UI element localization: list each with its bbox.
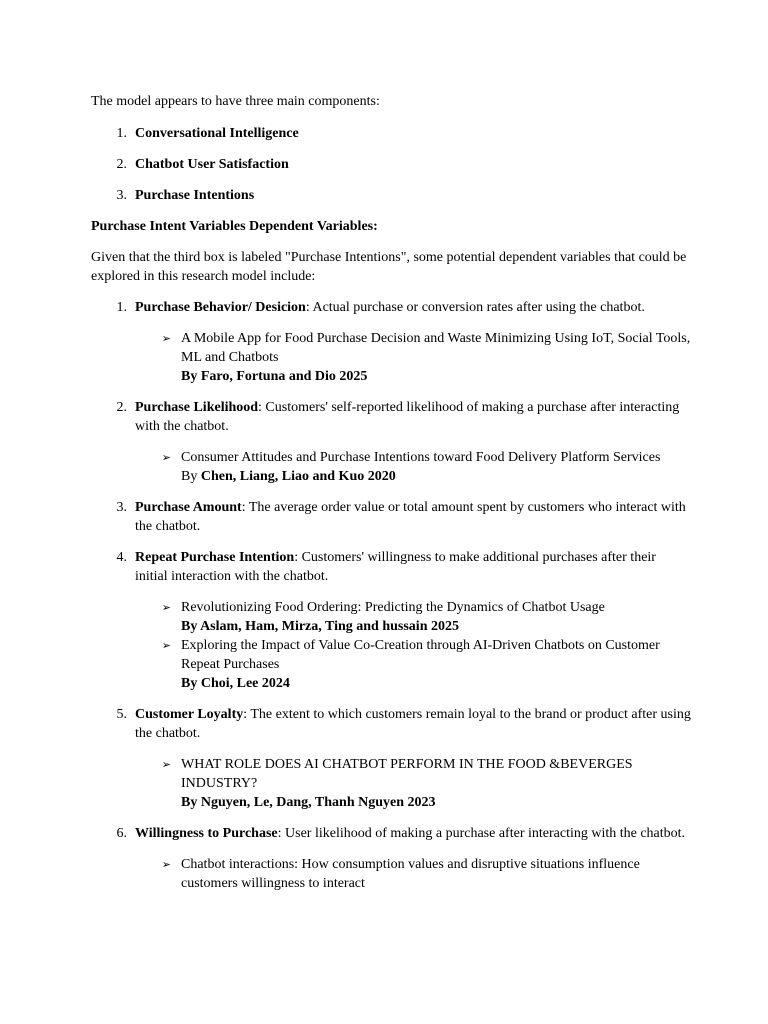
variable-item — [91, 705, 691, 812]
list-number: 3. — [116, 500, 127, 515]
variable-term: Customer Loyalty — [135, 707, 244, 722]
variable-term: Purchase Likelihood — [135, 400, 259, 415]
variable-item — [91, 498, 691, 536]
reference-authors-line — [181, 467, 691, 486]
variable-description: : Customers' self-reported likelihood of making a purchase after interacting with the chatbot. — [135, 400, 680, 434]
reference-item — [91, 855, 691, 893]
variable-description: : The average order value or total amount spent by customers who interact with the chatbot. — [135, 500, 686, 534]
reference-list — [91, 855, 691, 893]
list-number: 2. — [116, 157, 127, 172]
reference-title: Chatbot interactions: How consumption values and disruptive situations influence customers willingness to interact — [181, 857, 640, 891]
reference-title: Consumer Attitudes and Purchase Intentions toward Food Delivery Platform Services — [181, 450, 661, 465]
reference-by-prefix: By — [181, 469, 201, 484]
list-number: 1. — [116, 126, 127, 141]
arrow-bullet-icon: ➢ — [161, 758, 171, 771]
list-number: 4. — [116, 550, 127, 565]
reference-list — [91, 329, 691, 386]
reference-body — [181, 755, 691, 812]
reference-body — [181, 855, 691, 893]
reference-authors-line — [181, 793, 691, 812]
arrow-bullet-icon: ➢ — [161, 858, 171, 871]
reference-authors-line — [181, 617, 691, 636]
variable-text — [135, 498, 691, 536]
reference-item — [91, 598, 691, 636]
list-number: 6. — [116, 826, 127, 841]
reference-authors: By Aslam, Ham, Mirza, Ting and hussain 2025 — [181, 619, 459, 634]
reference-title: A Mobile App for Food Purchase Decision and Waste Minimizing Using IoT, Social Tools, ML and Chatbots — [181, 331, 691, 365]
reference-item — [91, 636, 691, 693]
component-label: Chatbot User Satisfaction — [135, 157, 289, 172]
list-number: 1. — [116, 300, 127, 315]
variable-item — [91, 298, 691, 386]
variable-description: : The extent to which customers remain loyal to the brand or product after using the chatbot. — [135, 707, 691, 741]
variable-text — [135, 705, 691, 743]
variable-row — [91, 398, 691, 436]
variable-item — [91, 398, 691, 486]
component-item — [91, 155, 691, 174]
list-number: 3. — [116, 188, 127, 203]
components-list — [91, 124, 691, 205]
reference-body — [181, 598, 691, 636]
variable-description: : Actual purchase or conversion rates after using the chatbot. — [305, 300, 645, 315]
variable-description: : Customers' willingness to make additional purchases after their initial interaction with the chatbot. — [135, 550, 656, 584]
reference-title: WHAT ROLE DOES AI CHATBOT PERFORM IN THE FOOD &BEVERGES INDUSTRY? — [181, 757, 633, 791]
reference-authors: By Choi, Lee 2024 — [181, 676, 290, 691]
intro-text: The model appears to have three main components: — [91, 94, 380, 109]
reference-item — [91, 755, 691, 812]
variable-item — [91, 548, 691, 693]
variables-list — [91, 298, 691, 893]
body-paragraph: Given that the third box is labeled "Purchase Intentions", some potential dependent variables that could be explored in this research model include: — [91, 250, 687, 284]
reference-body — [181, 329, 691, 386]
variable-row — [91, 705, 691, 743]
reference-title: Revolutionizing Food Ordering: Predicting the Dynamics of Chatbot Usage — [181, 600, 605, 615]
list-number: 2. — [116, 400, 127, 415]
variable-row — [91, 548, 691, 586]
document-page — [91, 92, 691, 905]
arrow-bullet-icon: ➢ — [161, 332, 171, 345]
reference-authors: By Nguyen, Le, Dang, Thanh Nguyen 2023 — [181, 795, 436, 810]
variable-row — [91, 298, 691, 317]
arrow-bullet-icon: ➢ — [161, 451, 171, 464]
reference-body — [181, 636, 691, 693]
component-label: Purchase Intentions — [135, 188, 255, 203]
variable-text — [135, 398, 691, 436]
reference-authors-line — [181, 674, 691, 693]
reference-list — [91, 598, 691, 693]
list-number: 5. — [116, 707, 127, 722]
reference-list — [91, 448, 691, 486]
variable-item — [91, 824, 691, 893]
variable-description: : User likelihood of making a purchase after interacting with the chatbot. — [277, 826, 686, 841]
variable-row — [91, 498, 691, 536]
variable-text — [135, 824, 691, 843]
reference-authors: By Faro, Fortuna and Dio 2025 — [181, 369, 368, 384]
variable-term: Repeat Purchase Intention — [135, 550, 295, 565]
component-item — [91, 124, 691, 143]
reference-body — [181, 448, 691, 486]
variable-term: Purchase Amount — [135, 500, 242, 515]
component-item — [91, 186, 691, 205]
arrow-bullet-icon: ➢ — [161, 639, 171, 652]
reference-authors: Chen, Liang, Liao and Kuo 2020 — [200, 469, 396, 484]
reference-item — [91, 448, 691, 486]
variable-text — [135, 548, 691, 586]
variable-term: Willingness to Purchase — [135, 826, 278, 841]
component-label: Conversational Intelligence — [135, 126, 299, 141]
variable-text — [135, 298, 691, 317]
arrow-bullet-icon: ➢ — [161, 601, 171, 614]
reference-authors-line — [181, 367, 691, 386]
variable-term: Purchase Behavior/ Desicion — [135, 300, 306, 315]
reference-item — [91, 329, 691, 386]
reference-list — [91, 755, 691, 812]
variable-row — [91, 824, 691, 843]
section-heading: Purchase Intent Variables Dependent Variables: — [91, 219, 378, 234]
reference-title: Exploring the Impact of Value Co-Creation through AI-Driven Chatbots on Customer Repeat Purchases — [181, 638, 660, 672]
